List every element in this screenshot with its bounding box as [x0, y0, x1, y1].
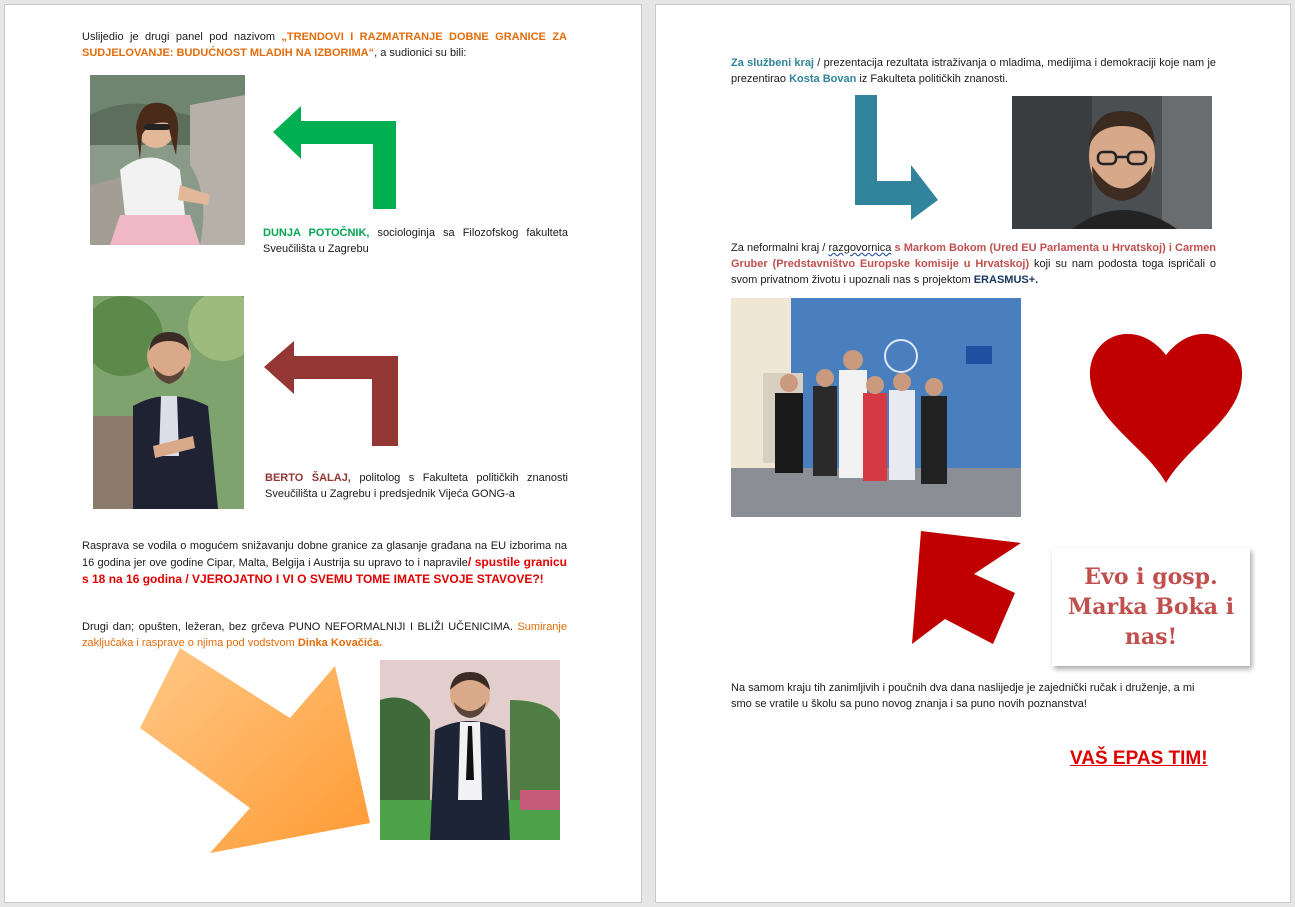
day2-paragraph: Drugi dan; opušten, ležeran, bez grčeva PUNO NEFORMALNIJI I BLIŽI UČENICIMA. Sumiranje zaključaka i rasprave o njima pod vodstvom Dinka Kovačića.: [82, 621, 567, 649]
heart-icon: [1088, 323, 1244, 483]
callout-line3: nas!: [1124, 624, 1178, 650]
discussion-paragraph: Rasprava se vodila o mogućem snižavanju dobne granice za glasanje građana na EU izborima na 16 godina jer ove godine Cipar, Malta, Belgija i Austrija su upravo to i napravile/ spustile granicu s 18 na 16 godina / VJEROJATNO I VI O SVEMU TOME IMATE SVOJE STAVOVE?!: [82, 540, 567, 586]
closing-paragraph: Na samom kraju tih zanimljivih i poučnih dva dana naslijedje je zajednički ručak i druženje, a mi smo se vratile u školu sa puno novog znanja i sa puno novih poznanstva!: [731, 682, 1195, 710]
maroon-bent-arrow-icon: [264, 341, 398, 446]
panel-title: „TRENDOVI I RAZMATRANJE DOBNE GRANICE ZA SUDJELOVANJE: BUDUĆNOST MLADIH NA IZBORIMA“: [82, 31, 567, 59]
official-end-paragraph: Za službeni kraj / prezentacija rezultata istraživanja o mladima, medijima i demokraciji koje nam je prezentirao Kosta Bovan iz Fakulteta političkih znanosti.: [731, 57, 1217, 85]
photo-group: [731, 298, 1021, 517]
photo-berto-salaj: [93, 296, 244, 509]
panelist2-caption: BERTO ŠALAJ, politolog s Fakulteta političkih znanosti Sveučilišta u Zagrebu i predsjednik Vijeća GONG-a: [265, 472, 568, 500]
callout-line2: Marka Boka i: [1067, 594, 1235, 620]
photo-dinko-kovacic: [380, 660, 560, 840]
panelist1-caption: DUNJA POTOČNIK, sociologinja sa Filozofskog fakulteta Sveučilišta u Zagrebu: [263, 227, 568, 255]
photo-kosta-bovan: [1012, 96, 1212, 229]
photo-dunja-potocnik: [90, 75, 245, 245]
teal-bent-arrow-icon: [855, 95, 938, 220]
intro-paragraph: Uslijedio je drugi panel pod nazivom „TRENDOVI I RAZMATRANJE DOBNE GRANICE ZA SUDJELOVANJE: BUDUĆNOST MLADIH NA IZBORIMA“, a sudionici su bili:: [82, 31, 567, 59]
red-diagonal-arrow-icon: [907, 531, 1021, 644]
signature-text: VAŠ EPAS TIM!: [1070, 748, 1208, 769]
callout-line1: Evo i gosp.: [1084, 564, 1218, 590]
informal-end-paragraph: Za neformalni kraj / razgovornica s Markom Bokom (Ured EU Parlamenta u Hrvatskoj) i Carmen Gruber (Predstavništvo Europske komisije u Hrvatskoj) koji su nam podosta toga ispričali o svom privatnom životu i upoznali nas s projektom ERASMUS+.: [731, 242, 1217, 286]
callout-box: [1052, 548, 1250, 666]
green-bent-arrow-icon: [273, 106, 398, 209]
orange-diagonal-arrow-icon: [140, 648, 375, 853]
